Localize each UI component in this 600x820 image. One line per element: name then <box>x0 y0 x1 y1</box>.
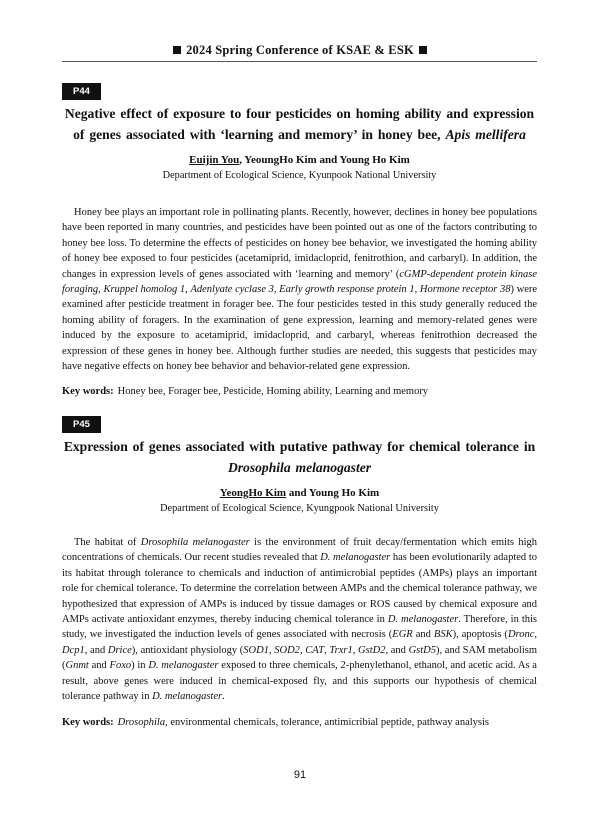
text-run: , <box>98 284 104 296</box>
keywords-values <box>118 717 489 728</box>
text-run: ), and SAM metabolism ( <box>62 644 538 672</box>
text-run: Honey bee, Forager bee, Pesticide, Homing ability, Learning and memory <box>117 386 429 397</box>
square-bullet-icon <box>419 46 427 54</box>
keywords-values <box>118 386 428 397</box>
text-run: , <box>273 284 280 296</box>
keywords-label: Key words: <box>62 386 114 397</box>
keywords-line <box>62 384 537 399</box>
italic-term: Trxr1 <box>329 644 353 656</box>
italic-term: Foxo <box>109 660 132 672</box>
conference-header <box>0 43 600 58</box>
text-run: . <box>222 691 225 703</box>
text-run: , <box>299 644 306 656</box>
text-run: , environmental chemicals, tolerance, antimicribial peptide, pathway analysis <box>165 717 490 728</box>
abstract-title <box>62 436 537 478</box>
italic-term: Gnmt <box>65 660 89 672</box>
text-run: ) were examined after pesticide treatment in forager bee. The four pesticides tested in this study generally reduced the homing ability of foragers. In the examination of gene expression, learning and memory-related genes were induced by the exposure to acetamiprid, imidacloprid, and carbaryl, whereas fenitrothion decreased the expression of these genes in honey bee. Although further studies are needed, this suggests that pesticides may have negative effects on honey bee behavior and behavior-related gene expression. <box>62 284 538 373</box>
abstract-id-badge: P44 <box>62 83 101 100</box>
italic-term: GstD2 <box>358 644 386 656</box>
text-run: ) in <box>131 660 149 672</box>
presenting-author: YeongHo Kim <box>219 487 287 499</box>
text-run: exposed to three chemicals, 2-phenylethanol, ethanol, and acetic acid. As a result, above genes were induced in chemical-exposed fly, and this supports our hypothesis of chemical tolerance pathway in <box>62 660 537 703</box>
co-authors: , YeoungHo Kim and Young Ho Kim <box>239 154 410 166</box>
title-text: Negative effect of exposure to four pesticides on homing ability and expression of genes associated with ‘learning and memory’ in honey bee, <box>64 106 535 142</box>
co-authors: and Young Ho Kim <box>286 487 380 499</box>
italic-term: D. melanogaster <box>148 660 219 672</box>
italic-term: Drice <box>107 644 132 656</box>
affiliation: Department of Ecological Science, Kyunpook National University <box>162 170 437 181</box>
keywords-line <box>62 715 537 730</box>
text-run: , <box>352 644 359 656</box>
keywords-label: Key words: <box>62 717 114 728</box>
abstract-body <box>62 535 537 704</box>
square-bullet-icon <box>173 46 181 54</box>
author-list <box>62 487 537 499</box>
presenting-author: Euijin You <box>189 154 240 166</box>
italic-term: D. melanogaster <box>320 552 391 564</box>
text-run: , <box>324 644 330 656</box>
text-run: ), apoptosis ( <box>452 629 508 641</box>
abstract-title <box>62 103 537 145</box>
italic-term: EGR <box>392 629 413 641</box>
page-number: 91 <box>293 769 307 781</box>
italic-term: BSK <box>433 629 453 641</box>
italic-term: CAT <box>305 644 325 656</box>
italic-term: SOD2 <box>274 644 300 656</box>
italic-term: Hormone receptor 38 <box>419 284 511 296</box>
abstract-body <box>62 205 537 374</box>
text-run: ), antioxidant physiology ( <box>131 644 244 656</box>
italic-term: Adenlyate cyclase 3 <box>190 284 274 296</box>
title-text: Expression of genes associated with putative pathway for chemical tolerance in <box>63 439 536 454</box>
text-run: Honey bee plays an important role in pollinating plants. Recently, however, declines in honey bee populations have been reported in many countries, and pesticides have been pointed out as one of the factors contributing to honey bee loss. To determine the effects of pesticides on honey bee behavior, we investigated the homing ability of honey bee exposed to four pesticides (acetamiprid, imidacloprid, fenitrothion, and carbaryl). In addition, the changes in expression levels of genes associated with ‘learning and memory’ ( <box>62 207 537 280</box>
text-run: , <box>185 284 191 296</box>
abstract-id-badge: P45 <box>62 416 101 433</box>
italic-term: Dcp1 <box>62 644 85 656</box>
italic-term: Drosophila melanogaster <box>140 537 250 548</box>
text-run: , <box>414 284 420 296</box>
italic-term: Dronc <box>507 629 535 641</box>
italic-term: D. melanogaster <box>387 614 459 626</box>
text-run: is the environment of fruit decay/fermentation which emits high concentrations of chemicals. Our recent studies revealed that <box>62 537 537 564</box>
italic-term: Kruppel homolog 1 <box>103 284 186 296</box>
italic-term: Drosophila <box>117 717 166 728</box>
conference-title: 2024 Spring Conference of KSAE & ESK <box>186 43 414 57</box>
text-run: , and <box>385 644 409 656</box>
text-run: , <box>268 644 275 656</box>
italic-term: cGMP-dependent protein kinase foraging <box>62 268 537 296</box>
italic-term: D. melanogaster <box>152 691 223 703</box>
affiliation: Department of Ecological Science, Kyungpook National University <box>160 503 439 514</box>
title-species: Drosophila melanogaster <box>227 460 372 475</box>
author-list <box>62 154 537 166</box>
title-species: Apis mellifera <box>445 127 526 142</box>
text-run: and <box>412 629 434 641</box>
text-run: , <box>534 629 538 641</box>
text-run: . Therefore, in this study, we investigated the induction levels of genes associated with necrosis ( <box>62 614 537 641</box>
text-run: The habitat of <box>74 537 141 548</box>
italic-term: GstD5 <box>408 644 436 656</box>
header-rule <box>62 61 537 62</box>
text-run: and <box>88 660 110 672</box>
text-run: has been evolutionarily adapted to its habitat through tolerance to chemicals and induction of antimicrobial peptides (AMPs) plays an important role for chemical tolerance. To determine the correlation between AMPs and the chemical tolerance pathway, we hypothesized that expression of AMPs is induced by tissue damages or ROS caused by chemical exposure and AMPs activate antioxidant enzymes, thereby inducing chemical tolerance in <box>62 552 537 626</box>
italic-term: SOD1 <box>243 644 269 656</box>
text-run: , and <box>84 644 108 656</box>
italic-term: Early growth response protein 1 <box>279 284 415 296</box>
